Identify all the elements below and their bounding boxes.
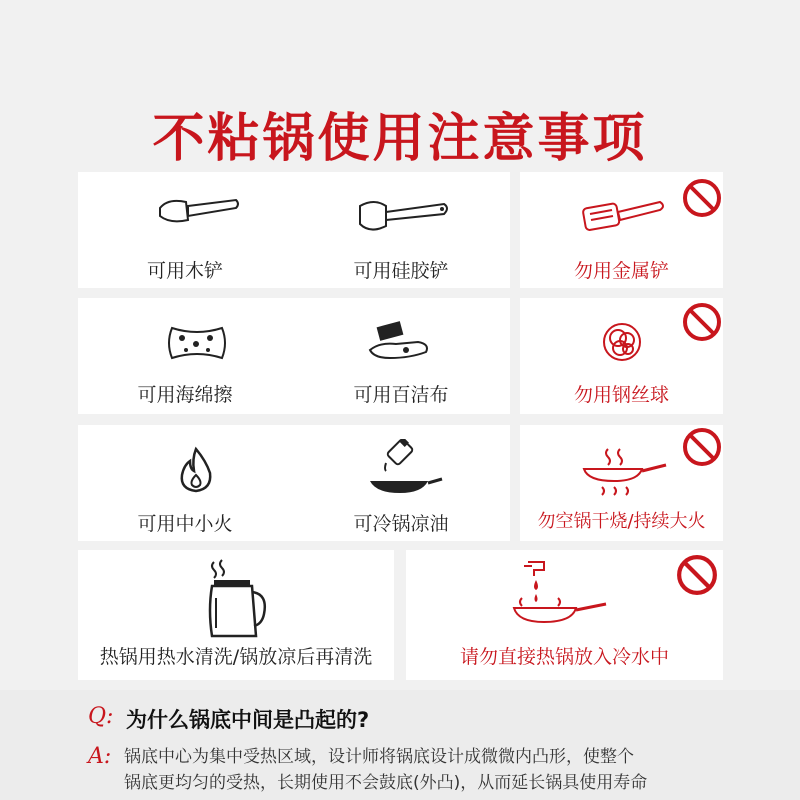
metal-spatula-icon [580,196,666,236]
card-metal-spatula [520,172,723,288]
prohibited-icon [682,302,722,342]
sponge-icon [166,322,228,364]
card-oil-pan [292,425,510,541]
a-mark: A: [88,744,112,769]
card-wooden-spatula [78,172,292,288]
wooden-spatula-icon [156,194,240,230]
hot-pan-icon [580,445,670,499]
silicone-spatula-icon [356,196,452,236]
label-sponge: 可用海绵擦 [137,384,233,406]
oil-pan-icon [364,439,444,499]
card-flame [78,425,292,541]
label-flame: 可用中小火 [137,513,233,535]
prohibited-icon [682,427,722,467]
prohibited-icon [682,178,722,218]
label-hot-pan: 勿空锅干烧/持续大火 [537,511,706,532]
flame-icon [176,445,216,495]
answer-line-2: 锅底更均匀的受热，长期使用不会鼓底(外凸)，从而延长锅具使用寿命 [124,773,648,793]
label-oil-pan: 可冷锅凉油 [353,513,449,535]
steel-wool-icon [600,320,644,364]
card-kettle [78,550,394,680]
card-scouring-cloth [292,298,510,414]
page-title: 不粘锅使用注意事项 [152,109,648,169]
question-text: 为什么锅底中间是凸起的? [126,708,370,732]
label-wooden-spatula: 可用木铲 [146,260,223,282]
prohibited-icon [676,554,718,596]
card-silicone-spatula [292,172,510,288]
label-cold-water-pan: 请勿直接热锅放入冷水中 [459,646,669,668]
card-cold-water-pan [406,550,723,680]
scouring-cloth-icon [366,320,436,364]
q-mark: Q: [88,704,114,729]
card-sponge [78,298,292,414]
card-hot-pan [520,425,723,541]
kettle-icon [202,558,272,640]
answer-text [124,744,724,796]
label-metal-spatula: 勿用金属铲 [573,260,669,282]
card-steel-wool [520,298,723,414]
answer-line-1: 锅底中心为集中受热区域，设计师将锅底设计成微微内凸形，使整个 [124,747,634,767]
label-silicone-spatula: 可用硅胶铲 [353,260,449,282]
qa-section [0,690,800,800]
label-steel-wool: 勿用钢丝球 [573,384,669,406]
label-scouring-cloth: 可用百洁布 [353,384,449,406]
label-kettle: 热锅用热水清洗/锅放凉后再清洗 [99,646,373,668]
cold-water-pan-icon [510,558,610,632]
